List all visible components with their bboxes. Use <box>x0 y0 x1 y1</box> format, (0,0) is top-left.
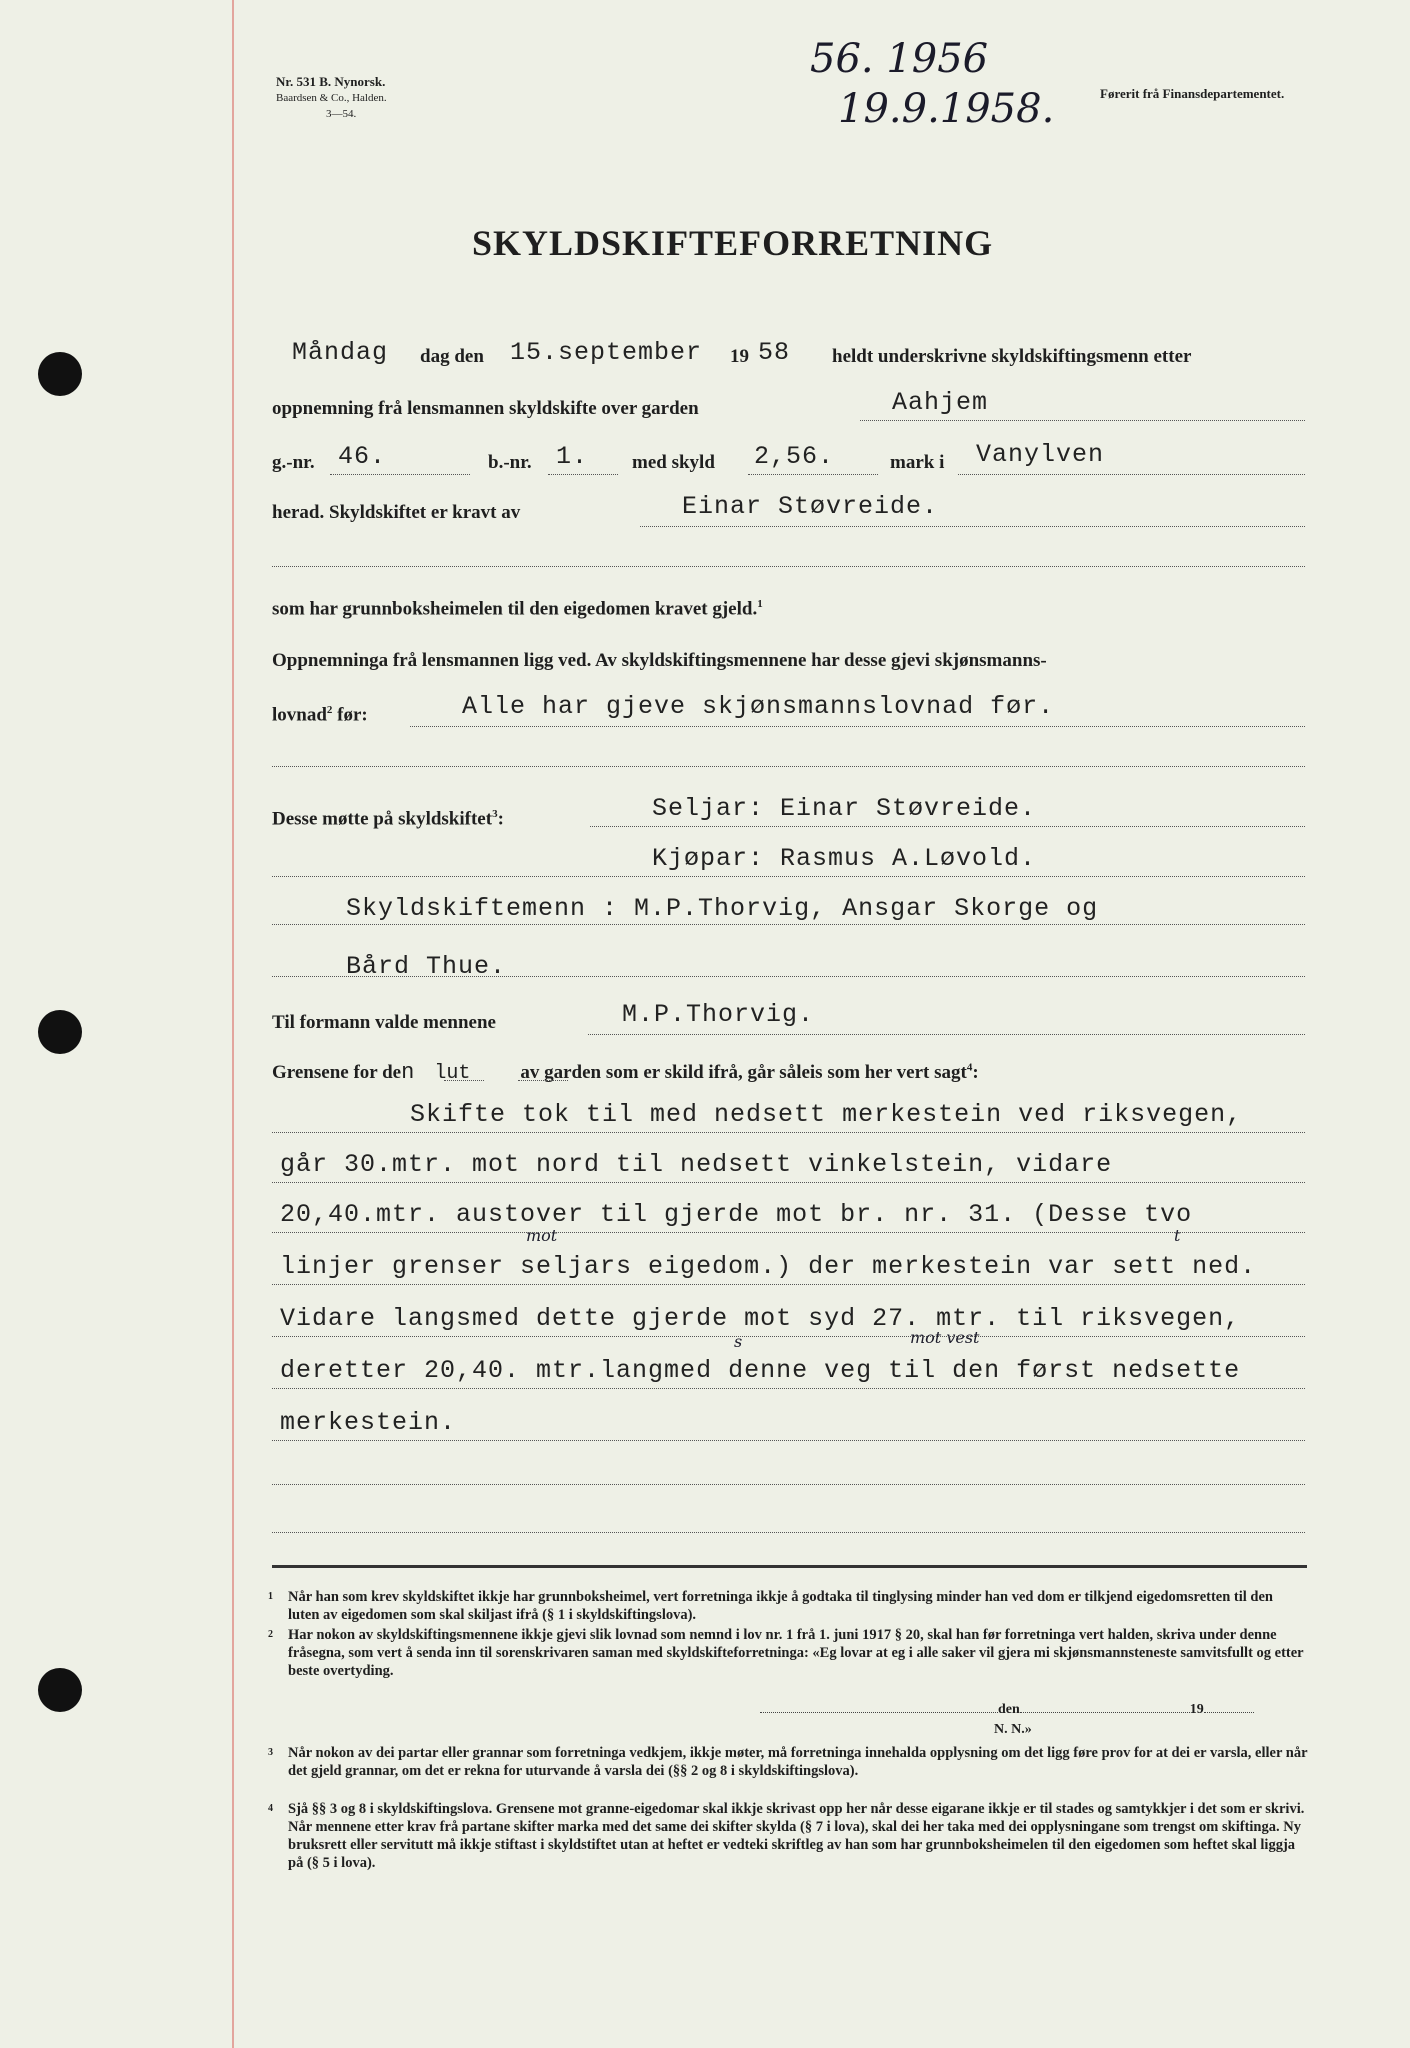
lovnad-value: Alle har gjeve skjønsmannslovnad før. <box>462 692 1055 721</box>
footnote-divider <box>272 1565 1307 1568</box>
dag-den-label: dag den <box>420 346 484 367</box>
bnr-label: b.-nr. <box>488 452 532 473</box>
insert-s: s <box>734 1332 743 1351</box>
skyld-label: med skyld <box>632 452 715 473</box>
footnote-3: 3 Når nokon av dei partar eller grannar som forretninga vedkjem, ikkje møter, må forretninga innehalda opplysning om det ligg føre prov for at dei er varsla, eller når det gjeld grannar, om det er rekna for uturvande å varsla dei (§§ 2 og 8 i skyldskiftingslova). <box>268 1745 1308 1779</box>
punch-hole-bottom <box>38 1668 82 1712</box>
red-margin-line <box>232 0 234 2048</box>
gnr-label: g.-nr. <box>272 452 315 473</box>
assessors-line-2: Bård Thue. <box>346 952 507 981</box>
mote-label: Desse møtte på skyldskiftet$^3$: <box>272 808 504 830</box>
printer-name: Baardsen & Co., Halden. <box>276 92 387 104</box>
approved-by: Førerit frå Finansdepartementet. <box>1100 86 1285 101</box>
insert-mot: mot <box>526 1226 558 1245</box>
footnote-4: 4 Sjå §§ 3 og 8 i skyldskiftingslova. Grensene mot granne-eigedomar skal ikkje skrivast opp her når desse eigarane ikkje er til stades og samtykkjer i det som er skrivi. Når mennene etter krav frå partane skifter marka med det same dei skifter skylda (§ 7 i lova), skal dei her taka med dei opplysningane som trengst om skiftinga. Ny bruksrett eller servitutt må ikkje stiftast i skyldstiftet utan at heftet er vedteki skriftleg av han som har grunnboksheimelen til den eigedomen som heftet skal liggja på (§ 5 i lova). <box>268 1801 1305 1871</box>
form-number: Nr. 531 B. Nynorsk. <box>276 74 386 89</box>
intro-text-2: oppnemning frå lensmannen skyldskifte over garden <box>272 398 699 419</box>
chairman: M.P.Thorvig. <box>622 1000 815 1029</box>
mark-label: mark i <box>890 452 945 473</box>
assessors-line-1: Skyldskiftemenn : M.P.Thorvig, Ansgar Skorge og <box>346 894 1099 923</box>
page-title: SKYLDSKIFTEFORRETNING <box>472 223 994 263</box>
herad-text: herad. Skyldskiftet er kravt av <box>272 502 521 523</box>
gnr-value: 46. <box>338 442 387 471</box>
oppnemning-text: Oppnemninga frå lensmannen ligg ved. Av skyldskiftingsmennene har desse gjevi skjønsmanns- <box>272 650 1047 671</box>
punch-hole-middle <box>38 1010 82 1054</box>
lovnad-label: lovnad$^2$ før: <box>272 704 368 726</box>
punch-hole-top <box>38 352 82 396</box>
form-info <box>276 74 387 122</box>
year-prefix: 19 <box>730 346 749 367</box>
handwritten-date: 19.9.1958. <box>838 86 1055 132</box>
meeting-date: 15.september <box>510 338 703 367</box>
footnote-2: 2 Har nokon av skyldskiftingsmennene ikkje gjevi slik lovnad som nemnd i lov nr. 1 frå 1. juni 1917 § 20, skal han før forretninga vert halden, skriva under denne fråsegna, som vert å senda inn til sorenskrivaren saman med skyldskifteforretninga: «Eg lovar at eg i alle saker vil gjera mi skjønsmannsteneste samvitsfullt og etter beste overtyding. <box>268 1627 1304 1679</box>
boundary-line-6: deretter 20,40. mtr.langmed denne veg til den først nedsette <box>280 1356 1241 1385</box>
grensene-text: Grensene for den lut av garden som er skild ifrå, går såleis som her vert sagt$^4$: <box>272 1060 979 1085</box>
boundary-line-7: merkestein. <box>280 1408 457 1437</box>
boundary-line-1: Skifte tok til med nedsett merkestein ved riksvegen, <box>410 1100 1243 1129</box>
formann-label: Til formann valde mennene <box>272 1012 496 1033</box>
signature-nn: N. N.» <box>994 1722 1032 1737</box>
handwritten-ref: 56. 1956 <box>810 36 989 82</box>
print-date: 3—54. <box>326 108 357 120</box>
grunnbok-text: som har grunnboksheimelen til den eigedomen kravet gjeld.$^1$ <box>272 598 763 620</box>
municipality: Vanylven <box>976 440 1105 469</box>
requested-by: Einar Støvreide. <box>682 492 939 521</box>
boundary-line-4: linjer grenser seljars eigedom.) der merkestein var sett ned. <box>280 1252 1257 1281</box>
intro-text-1: heldt underskrivne skyldskiftingsmenn etter <box>832 346 1192 367</box>
boundary-line-2: går 30.mtr. mot nord til nedsett vinkelstein, vidare <box>280 1150 1113 1179</box>
signature-line: den 19 <box>760 1702 1254 1718</box>
buyer: Kjøpar: Rasmus A.Løvold. <box>652 844 1037 873</box>
footnote-1: 1 Når han som krev skyldskiftet ikkje har grunnboksheimel, vert forretninga ikkje å godtaka til tinglysing minder han ved dom er tilkjend eigedomsretten til den luten av eigedomen som skal skiljast ifrå (§ 1 i skyldskiftingslova). <box>268 1589 1273 1623</box>
boundary-line-3: 20,40.mtr. austover til gjerde mot br. nr. 31. (Desse tvo <box>280 1200 1193 1229</box>
boundary-line-5: Vidare langsmed dette gjerde mot syd 27. mtr. til riksvegen, <box>280 1304 1241 1333</box>
year-suffix: 58 <box>758 338 791 367</box>
insert-t: t <box>1174 1226 1181 1245</box>
weekday: Måndag <box>292 338 389 367</box>
bnr-value: 1. <box>556 442 589 471</box>
skyld-value: 2,56. <box>754 442 835 471</box>
seller: Seljar: Einar Støvreide. <box>652 794 1037 823</box>
farm-name: Aahjem <box>892 388 989 417</box>
insert-mot-vest: mot vest <box>910 1328 980 1347</box>
